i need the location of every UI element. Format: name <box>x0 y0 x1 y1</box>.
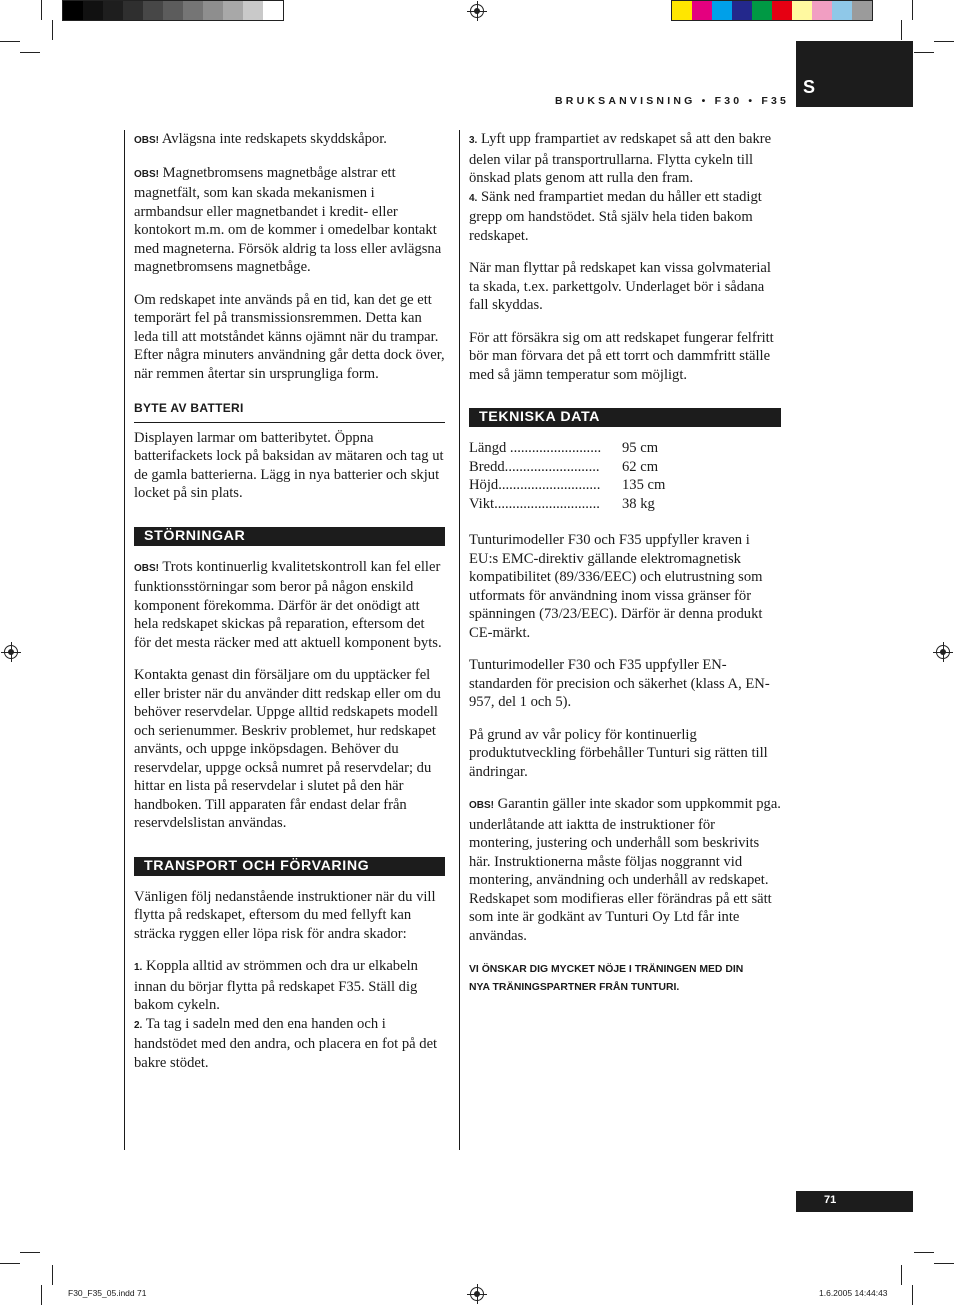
left-column <box>134 130 445 1086</box>
paragraph: OBS! Magnetbromsens magnetbåge alstrar ett magnetfält, som kan skada mekanismen i armbandsur eller magnetbandet i kredit- eller kontokort m.m. om de kommer i omedelbar kontakt med magneterna. Försök aldrig ta loss eller avlägsna magnetbromsens magnetbåge. <box>134 164 442 275</box>
color-swatch <box>243 1 263 20</box>
section-heading-transport: TRANSPORT OCH FÖRVARING <box>134 857 445 876</box>
color-swatch <box>223 1 243 20</box>
registration-mark-icon <box>4 645 18 659</box>
bleed-mark <box>52 20 53 40</box>
spec-row <box>469 458 781 477</box>
step-number: 1. <box>134 962 143 973</box>
step-number: 2. <box>134 1019 143 1031</box>
slug-file: F30_F35_05.indd 71 <box>68 1288 147 1298</box>
crop-mark <box>0 41 20 42</box>
color-swatch <box>752 1 772 20</box>
spec-row <box>469 439 781 458</box>
color-swatch <box>103 1 123 20</box>
crop-mark <box>41 1285 42 1305</box>
color-swatch <box>812 1 832 20</box>
color-swatch <box>123 1 143 20</box>
bleed-mark <box>20 52 40 53</box>
color-swatch <box>203 1 223 20</box>
bleed-mark <box>914 1252 934 1253</box>
paragraph: När man flyttar på redskapet kan vissa golvmaterial ta skada, t.ex. parkettgolv. Underlaget bör i sådana fall skyddas. <box>469 260 771 313</box>
instruction-step: 3. Lyft upp frampartiet av redskapet så att den bakre delen vilar på transportrullarna. Flytta cykeln till önskad plats genom att rulla den fram. <box>469 131 772 186</box>
instruction-step: 1. Koppla alltid av strömmen och dra ur elkabeln innan du börjar flytta på redskapet F35. Ställ dig bakom cykeln. <box>134 958 418 1013</box>
color-swatch <box>732 1 752 20</box>
spec-value: 135 cm <box>622 477 666 493</box>
spec-value: 62 cm <box>622 458 659 475</box>
paragraph: För att försäkra sig om att redskapet fungerar felfritt bör man förvara det på ett torrt och dammfritt ställe med så jämn temperatur som möjligt. <box>469 329 774 383</box>
color-swatch <box>852 1 872 20</box>
paragraph: OBS! Avlägsna inte redskapets skyddskåpor. <box>134 131 387 147</box>
spec-row <box>469 476 781 495</box>
registration-mark-icon <box>470 1287 484 1301</box>
bleed-mark <box>20 1252 40 1253</box>
color-swatch-bar <box>671 0 873 21</box>
column-rule <box>459 130 460 1150</box>
color-swatch <box>712 1 732 20</box>
section-heading-battery: BYTE AV BATTERI <box>134 399 445 423</box>
bleed-mark <box>901 1265 902 1285</box>
spec-key: Vikt............................. <box>469 495 600 512</box>
spec-value: 95 cm <box>622 440 659 456</box>
running-title: BRUKSANVISNING • F30 • F35 <box>555 95 790 107</box>
closing-message: VI ÖNSKAR DIG MYCKET NÖJE I TRÄNINGEN MED DIN NYA TRÄNINGSPARTNER FRÅN TUNTURI. <box>469 964 744 993</box>
color-swatch <box>772 1 792 20</box>
language-tab-label: S <box>803 77 816 97</box>
crop-mark <box>0 1263 20 1264</box>
paragraph: Tunturimodeller F30 och F35 uppfyller kraven i EU:s EMC-direktiv gällande elektromagnetisk kompatibilitet (89/336/EEC) och elutrustning som utformats för användning inom vissa gränser för spänningen (73/23/EEC). Därför är denna produkt CE-märkt. <box>469 532 763 641</box>
color-swatch <box>143 1 163 20</box>
color-swatch <box>672 1 692 20</box>
paragraph: Om redskapet inte används på en tid, kan det ge ett temporärt fel på transmissionsremmen. Detta kan leda till att motståndet känns ojämnt när du trampar. Efter några minuters användning går detta dock över, när remmen återtar sin ursprungliga form. <box>134 291 445 382</box>
color-swatch <box>792 1 812 20</box>
obs-label: OBS! <box>469 800 494 811</box>
paragraph: OBS! Garantin gäller inte skador som uppkommit pga. underlåtande att iaktta de instruktioner för montering, justering och underhåll som beskrivits här. Instruktionerna måste följas noggrannt vid montering, användning och underhåll av redskapet. Redskapet som modifieras eller förändras på ett sätt som inte är godkänt av Tunturi Oy Ltd får inte användas. <box>469 796 781 944</box>
crop-mark <box>41 0 42 20</box>
bleed-mark <box>901 20 902 40</box>
crop-mark <box>912 1285 913 1305</box>
slug-date: 1.6.2005 14:44:43 <box>819 1288 888 1298</box>
paragraph: Displayen larmar om batteribytet. Öppna batterifackets lock på baksidan av mätaren och tag ut de gamla batterierna. Lägg in nya batterier och skjut locket på sin plats. <box>134 429 444 501</box>
crop-mark <box>934 1263 954 1264</box>
gray-swatch-bar <box>62 0 284 21</box>
step-number: 3. <box>469 135 478 146</box>
color-swatch <box>83 1 103 20</box>
bleed-mark <box>52 1265 53 1285</box>
page-number-tab <box>796 1191 913 1212</box>
color-swatch <box>692 1 712 20</box>
paragraph: På grund av vår policy för kontinuerlig produktutveckling förbehåller Tunturi sig rätten till ändringar. <box>469 726 768 780</box>
right-column <box>469 130 781 997</box>
paragraph: OBS! Trots kontinuerlig kvalitetskontroll kan fel eller funktionsstörningar som beror på någon enskild komponent förekomma. Därför är det onödigt att hela redskapet skickas på reparation, eftersom det för det mesta räcker med att aktuell komponent byts. <box>134 558 442 651</box>
spec-value: 38 kg <box>622 495 655 512</box>
section-heading-tech-data: TEKNISKA DATA <box>469 408 781 427</box>
obs-label: OBS! <box>134 168 159 180</box>
obs-label: OBS! <box>134 562 159 574</box>
bleed-mark <box>914 52 934 53</box>
spec-table <box>469 439 781 513</box>
spec-row <box>469 495 781 514</box>
spec-key: Bredd.......................... <box>469 458 600 475</box>
color-swatch <box>163 1 183 20</box>
column-rule <box>124 130 125 1150</box>
instruction-step: 4. Sänk ned frampartiet medan du håller ett stadigt grepp om handstödet. Stå själv hela tiden bakom redskapet. <box>469 188 762 244</box>
color-swatch <box>263 1 283 20</box>
color-swatch <box>63 1 83 20</box>
instruction-step: 2. Ta tag i sadeln med den ena handen och i handstödet med den andra, och placera en fot på det bakre stödet. <box>134 1015 438 1071</box>
spec-key: Höjd............................ <box>469 477 601 493</box>
obs-label: OBS! <box>134 135 159 146</box>
section-heading-faults: STÖRNINGAR <box>134 527 445 546</box>
paragraph: Tunturimodeller F30 och F35 uppfyller EN-standarden för precision och säkerhet (klass A, EN-957, del 1 och 5). <box>469 657 770 710</box>
page-number: 71 <box>824 1194 837 1206</box>
step-number: 4. <box>469 192 478 204</box>
language-tab <box>796 41 913 107</box>
paragraph: Vänligen följ nedanstående instruktioner när du vill flytta på redskapet, eftersom du med fellyft kan sträcka ryggen eller löpa risk för andra skador: <box>134 888 436 942</box>
crop-mark <box>912 0 913 20</box>
spec-key: Längd ......................... <box>469 440 602 456</box>
registration-mark-icon <box>936 645 950 659</box>
paragraph: Kontakta genast din försäljare om du upptäcker fel eller brister när du använder ditt redskap eller om du behöver reservdelar. Uppge alltid redskapets modell och serienummer. Beskriv problemet, hur redskapet använts, och uppge inköpsdagen. Behöver du reservdelar, uppge också numret på reservdelar; du hittar en lista på reservdelar i slutet på den här handboken. Till apparaten får endast delar från reservdelslistan användas. <box>134 667 441 831</box>
color-swatch <box>832 1 852 20</box>
color-swatch <box>183 1 203 20</box>
registration-mark-icon <box>470 4 484 18</box>
crop-mark <box>934 41 954 42</box>
